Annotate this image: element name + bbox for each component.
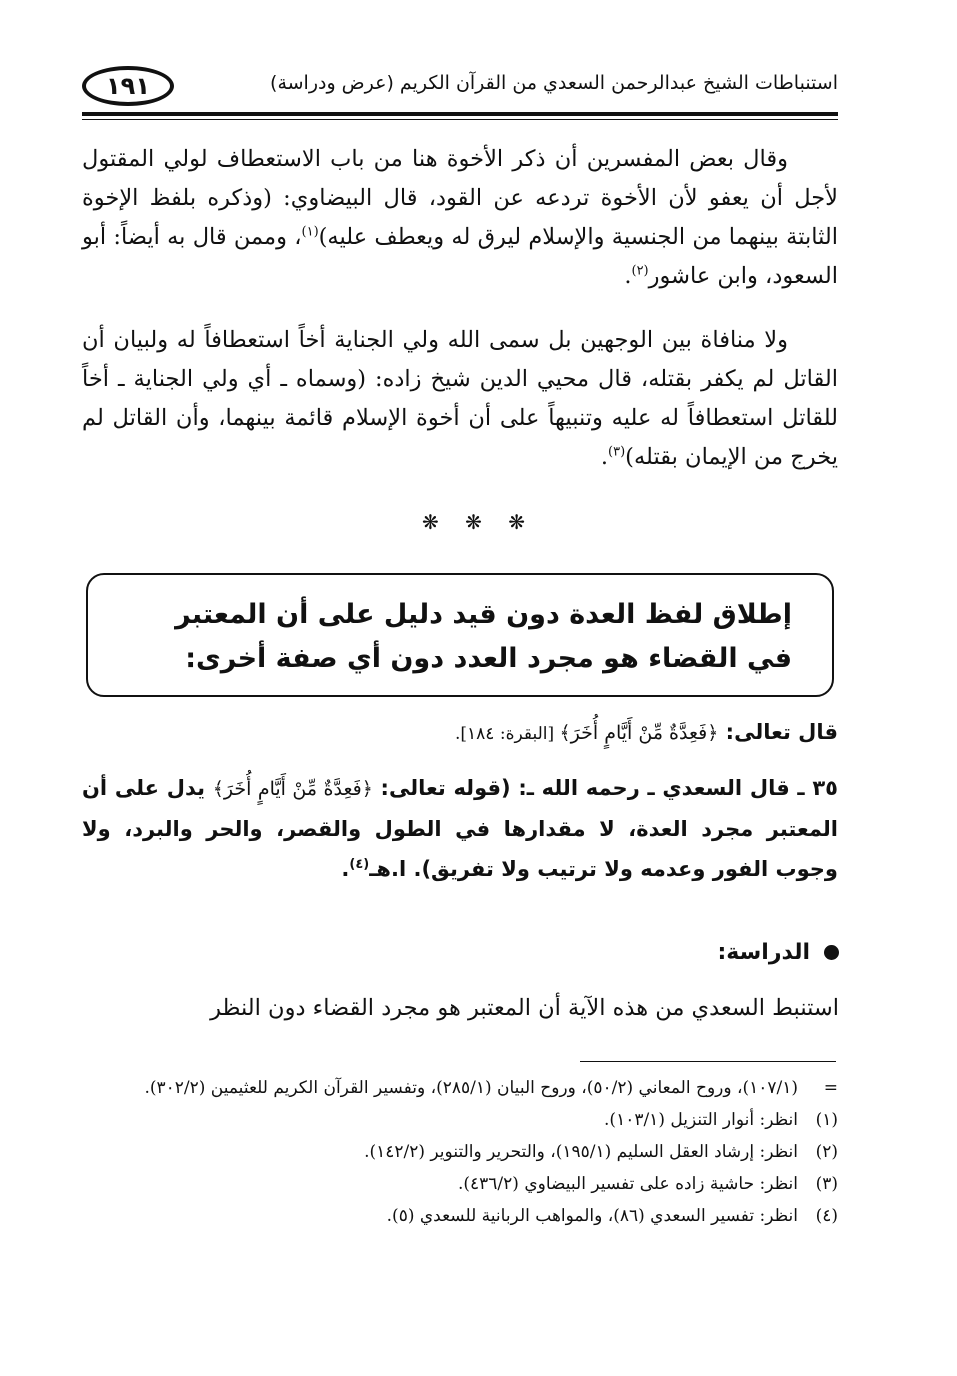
- footnote-text: انظر: حاشية زاده على تفسير البيضاوي (٤٣٦/٢).: [457, 1174, 798, 1194]
- footnote-text: انظر: تفسير السعدي (٨٦)، والمواهب الربانية للسعدي (٥).: [386, 1206, 798, 1226]
- footnote-ref-4[interactable]: (٤): [349, 857, 370, 872]
- footnote-2: [82, 1136, 838, 1168]
- section-title-box: [86, 573, 834, 697]
- item-35-body: يدل على أن المعتبر مجرد العدة، لا مقدارها في الطول والقصر، والحر والبرد، ولا وجوب الفور وعدمه ولا ترتيب ولا تفريق). ا.هـ: [82, 776, 838, 881]
- paragraph-2: [82, 321, 838, 477]
- footnotes: [82, 1072, 838, 1232]
- section-separator: ❋ ❋ ❋: [422, 510, 535, 534]
- footnote-number: (١): [815, 1110, 838, 1130]
- paragraph-2-text: ولا منافاة بين الوجهين بل سمى الله ولي الجناية أخاً استعطافاً له ولبيان أن القاتل لم يكفر بقتله، قال محيي الدين شيخ زاده: (وسماه ـ أي ولي الجناية ـ أخاً للقاتل استعطافاً له عليه وتنبيهاً على أن أخوة الإسلام قائمة بينهما، وأن القاتل لم يخرج من الإيمان بقتله): [82, 327, 838, 470]
- verse-reference: [البقرة: ١٨٤].: [454, 724, 560, 744]
- running-title: استنباطات الشيخ عبدالرحمن السعدي من القرآن الكريم (عرض ودراسة): [270, 72, 838, 94]
- footnote-continuation: [82, 1072, 838, 1104]
- footnote-rule: [580, 1061, 836, 1062]
- verse-text: ﴿فَعِدَّةٌ مِّنْ أَيَّامٍ أُخَرَ﴾: [559, 722, 719, 744]
- paragraph-1-text2: ، وممن قال به أيضاً: أبو السعود، وابن عاشور: [82, 224, 838, 289]
- footnote-4: [82, 1200, 838, 1232]
- study-heading-text: الدراسة:: [717, 940, 810, 965]
- item-35-end: .: [341, 857, 350, 881]
- footnote-3: [82, 1168, 838, 1200]
- paragraph-1-end: .: [624, 263, 632, 289]
- footnote-1: [82, 1104, 838, 1136]
- header-rule-thin: [82, 119, 838, 120]
- footnote-number: (٢): [815, 1142, 838, 1162]
- footnote-ref-3[interactable]: (٣): [608, 444, 626, 460]
- study-text: استنبط السعدي من هذه الآية أن المعتبر هو مجرد القضاء دون النظر: [210, 995, 839, 1021]
- footnote-number: (٤): [815, 1206, 838, 1226]
- paragraph-1: [82, 140, 838, 296]
- footnote-text: (١٠٧/١)، وروح المعاني (٥٠/٢)، وروح البيان (٢٨٥/١)، وتفسير القرآن الكريم للعثيمين (٣٠٢/٢).: [144, 1078, 798, 1098]
- verse-line: [82, 712, 838, 754]
- footnote-number: (٣): [815, 1174, 838, 1194]
- bullet-icon: [824, 945, 839, 960]
- paragraph-1-text: وقال بعض المفسرين أن ذكر الأخوة هنا من باب الاستعطاف لولي المقتول لأجل أن يعفو لأن الأخوة تردعه عن القود، قال البيضاوي: (وذكره بلفظ الإخوة الثابتة بينهما من الجنسية والإسلام ليرق له ويعطف عليه): [82, 146, 838, 250]
- item-35-lead: ٣٥ ـ قال السعدي ـ رحمه الله ـ: (قوله تعالى:: [372, 776, 838, 800]
- verse-line-lead: قال تعالى:: [718, 720, 838, 744]
- footnote-text: انظر: إرشاد العقل السليم (١٩٥/١)، والتحرير والتنوير (١٤٢/٢).: [364, 1142, 798, 1162]
- item-35-verse: ﴿فَعِدَّةٌ مِّنْ أَيَّامٍ أُخَرَ﴾: [212, 778, 373, 800]
- footnote-ref-1[interactable]: (١): [301, 224, 319, 240]
- item-35: [82, 768, 838, 889]
- header-rule-thick: [82, 112, 838, 116]
- footnote-ref-2[interactable]: (٢): [631, 263, 649, 279]
- page-number-badge: ١٩١: [82, 66, 174, 106]
- page-header: [82, 66, 838, 112]
- footnote-text: انظر: أنوار التنزيل (١٠٣/١).: [604, 1110, 798, 1130]
- paragraph-2-end: .: [600, 444, 609, 470]
- study-heading: [718, 940, 840, 965]
- section-title: إطلاق لفظ العدة دون قيد دليل على أن المعتبر في القضاء هو مجرد العدد دون أي صفة أخرى:: [175, 599, 792, 674]
- footnote-marker: =: [823, 1078, 838, 1098]
